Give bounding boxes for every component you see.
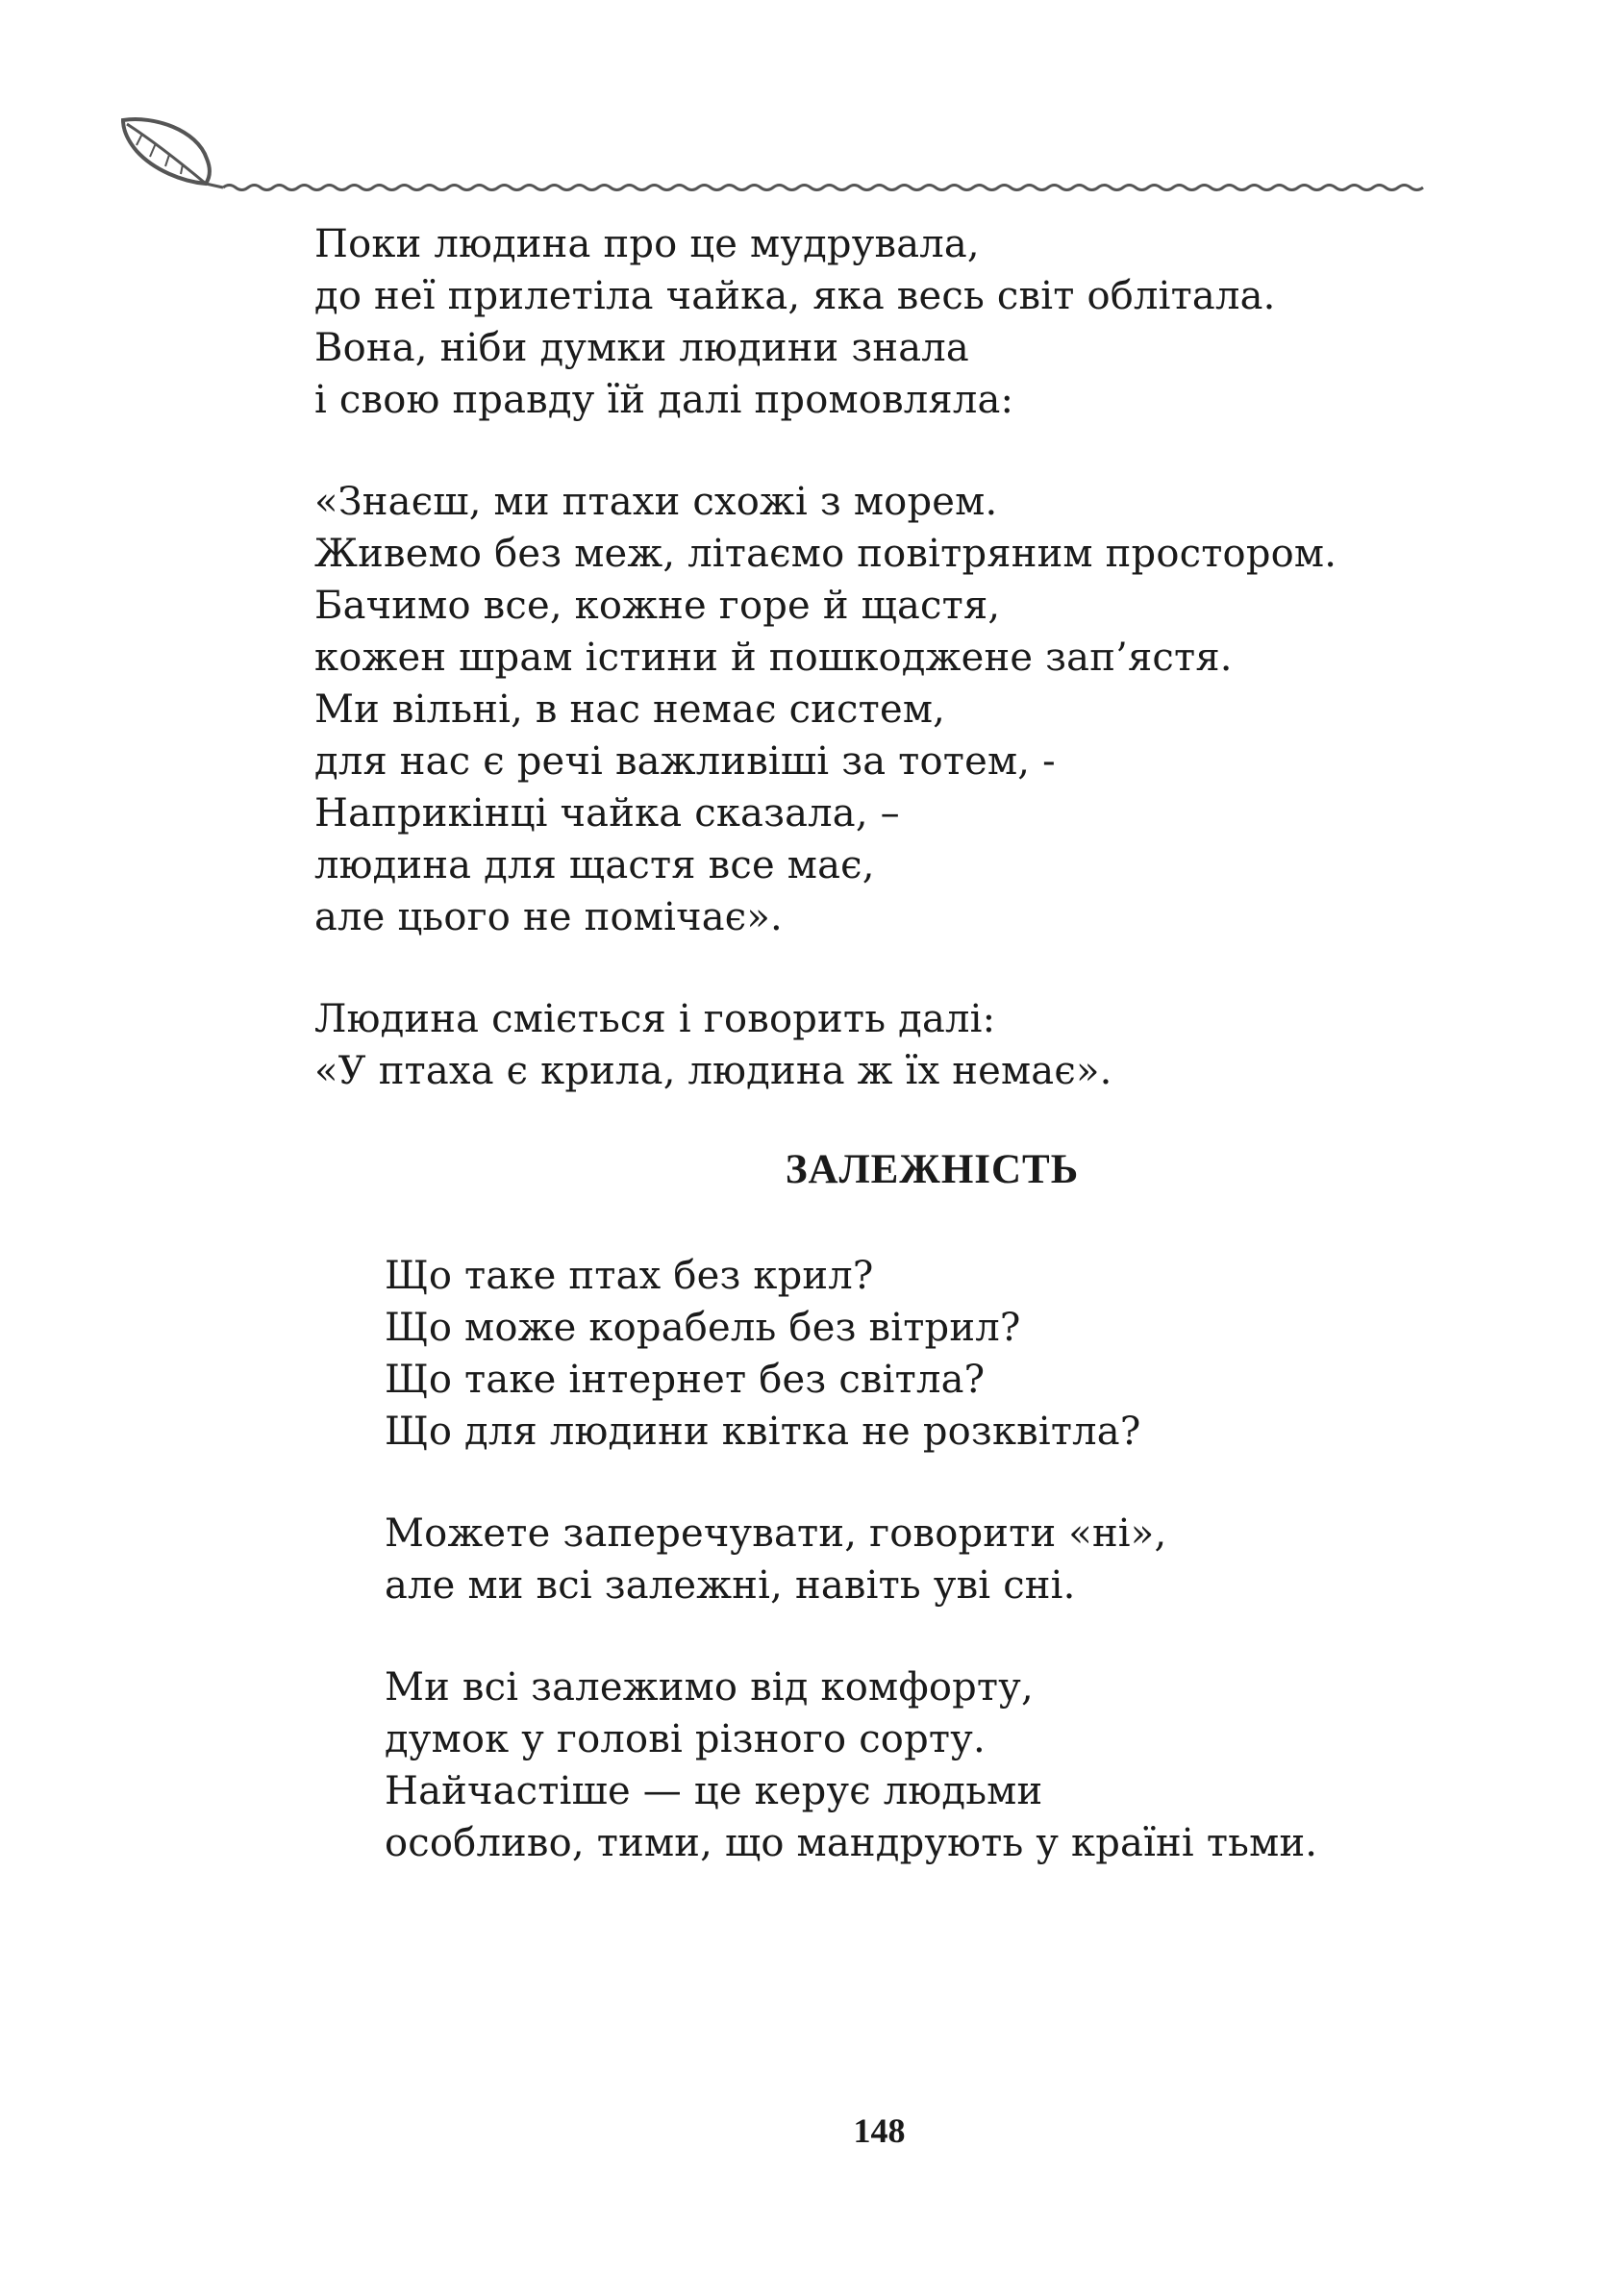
poem-line: думок у голові різного сорту. (385, 1717, 986, 1761)
poem-line: Ми вільні, в нас немає систем, (314, 687, 946, 732)
poem-line: Можете заперечувати, говорити «ні», (385, 1511, 1167, 1556)
wavy-divider (223, 186, 1423, 190)
poem-body (385, 1250, 1538, 1919)
page-number: 148 (853, 2111, 906, 2150)
poem-line: «Знаєш, ми птахи схожі з морем. (314, 480, 998, 524)
poem-line: особливо, тими, що мандрують у країні тьми. (385, 1821, 1318, 1865)
poem-line: Людина сміється і говорить далі: (314, 997, 996, 1041)
poem-line: «У птаха є крила, людина ж їх немає». (314, 1049, 1112, 1093)
poem-line: Що може корабель без вітрил? (385, 1306, 1021, 1350)
poem-line: Ми всі залежимо від комфорту, (385, 1665, 1034, 1710)
poem-title: ЗАЛЕЖНІСТЬ (785, 1147, 1080, 1192)
stanza (314, 993, 1516, 1097)
poem-line: Наприкінці чайка сказала, – (314, 791, 900, 836)
poem-line: Вона, ніби думки людини знала (314, 326, 969, 370)
poem-line: Що таке птах без крил? (385, 1254, 874, 1298)
poem-line: людина для щастя все має, (314, 843, 875, 887)
poem-line: до неї прилетіла чайка, яка весь світ облітала. (314, 274, 1276, 318)
poem-line: Бачимо все, кожне горе й щастя, (314, 584, 1001, 628)
stanza (314, 476, 1516, 943)
poem-line: Живемо без меж, літаємо повітряним простором. (314, 532, 1337, 576)
poem-continuation (314, 218, 1516, 1147)
poem-line: кожен шрам істини й пошкоджене зап’ястя. (314, 636, 1233, 680)
poem-line: і свою правду їй далі промовляла: (314, 378, 1014, 422)
poem-line: для нас є речі важливіші за тотем, - (314, 739, 1056, 784)
stanza (385, 1508, 1538, 1611)
feather-quill-icon (123, 119, 223, 187)
stanza (385, 1250, 1538, 1458)
poem-line: Найчастіше — це керує людьми (385, 1769, 1043, 1813)
poem-line: Що таке інтернет без світла? (385, 1358, 986, 1402)
stanza (314, 218, 1516, 426)
poem-line: але ми всі залежні, навіть уві сні. (385, 1563, 1076, 1608)
poem-line: Поки людина про це мудрувала, (314, 222, 980, 266)
poem-line: Що для людини квітка не розквітла? (385, 1410, 1141, 1454)
header-ornament (115, 111, 1433, 202)
poem-line: але цього не помічає». (314, 895, 783, 939)
stanza (385, 1661, 1538, 1869)
